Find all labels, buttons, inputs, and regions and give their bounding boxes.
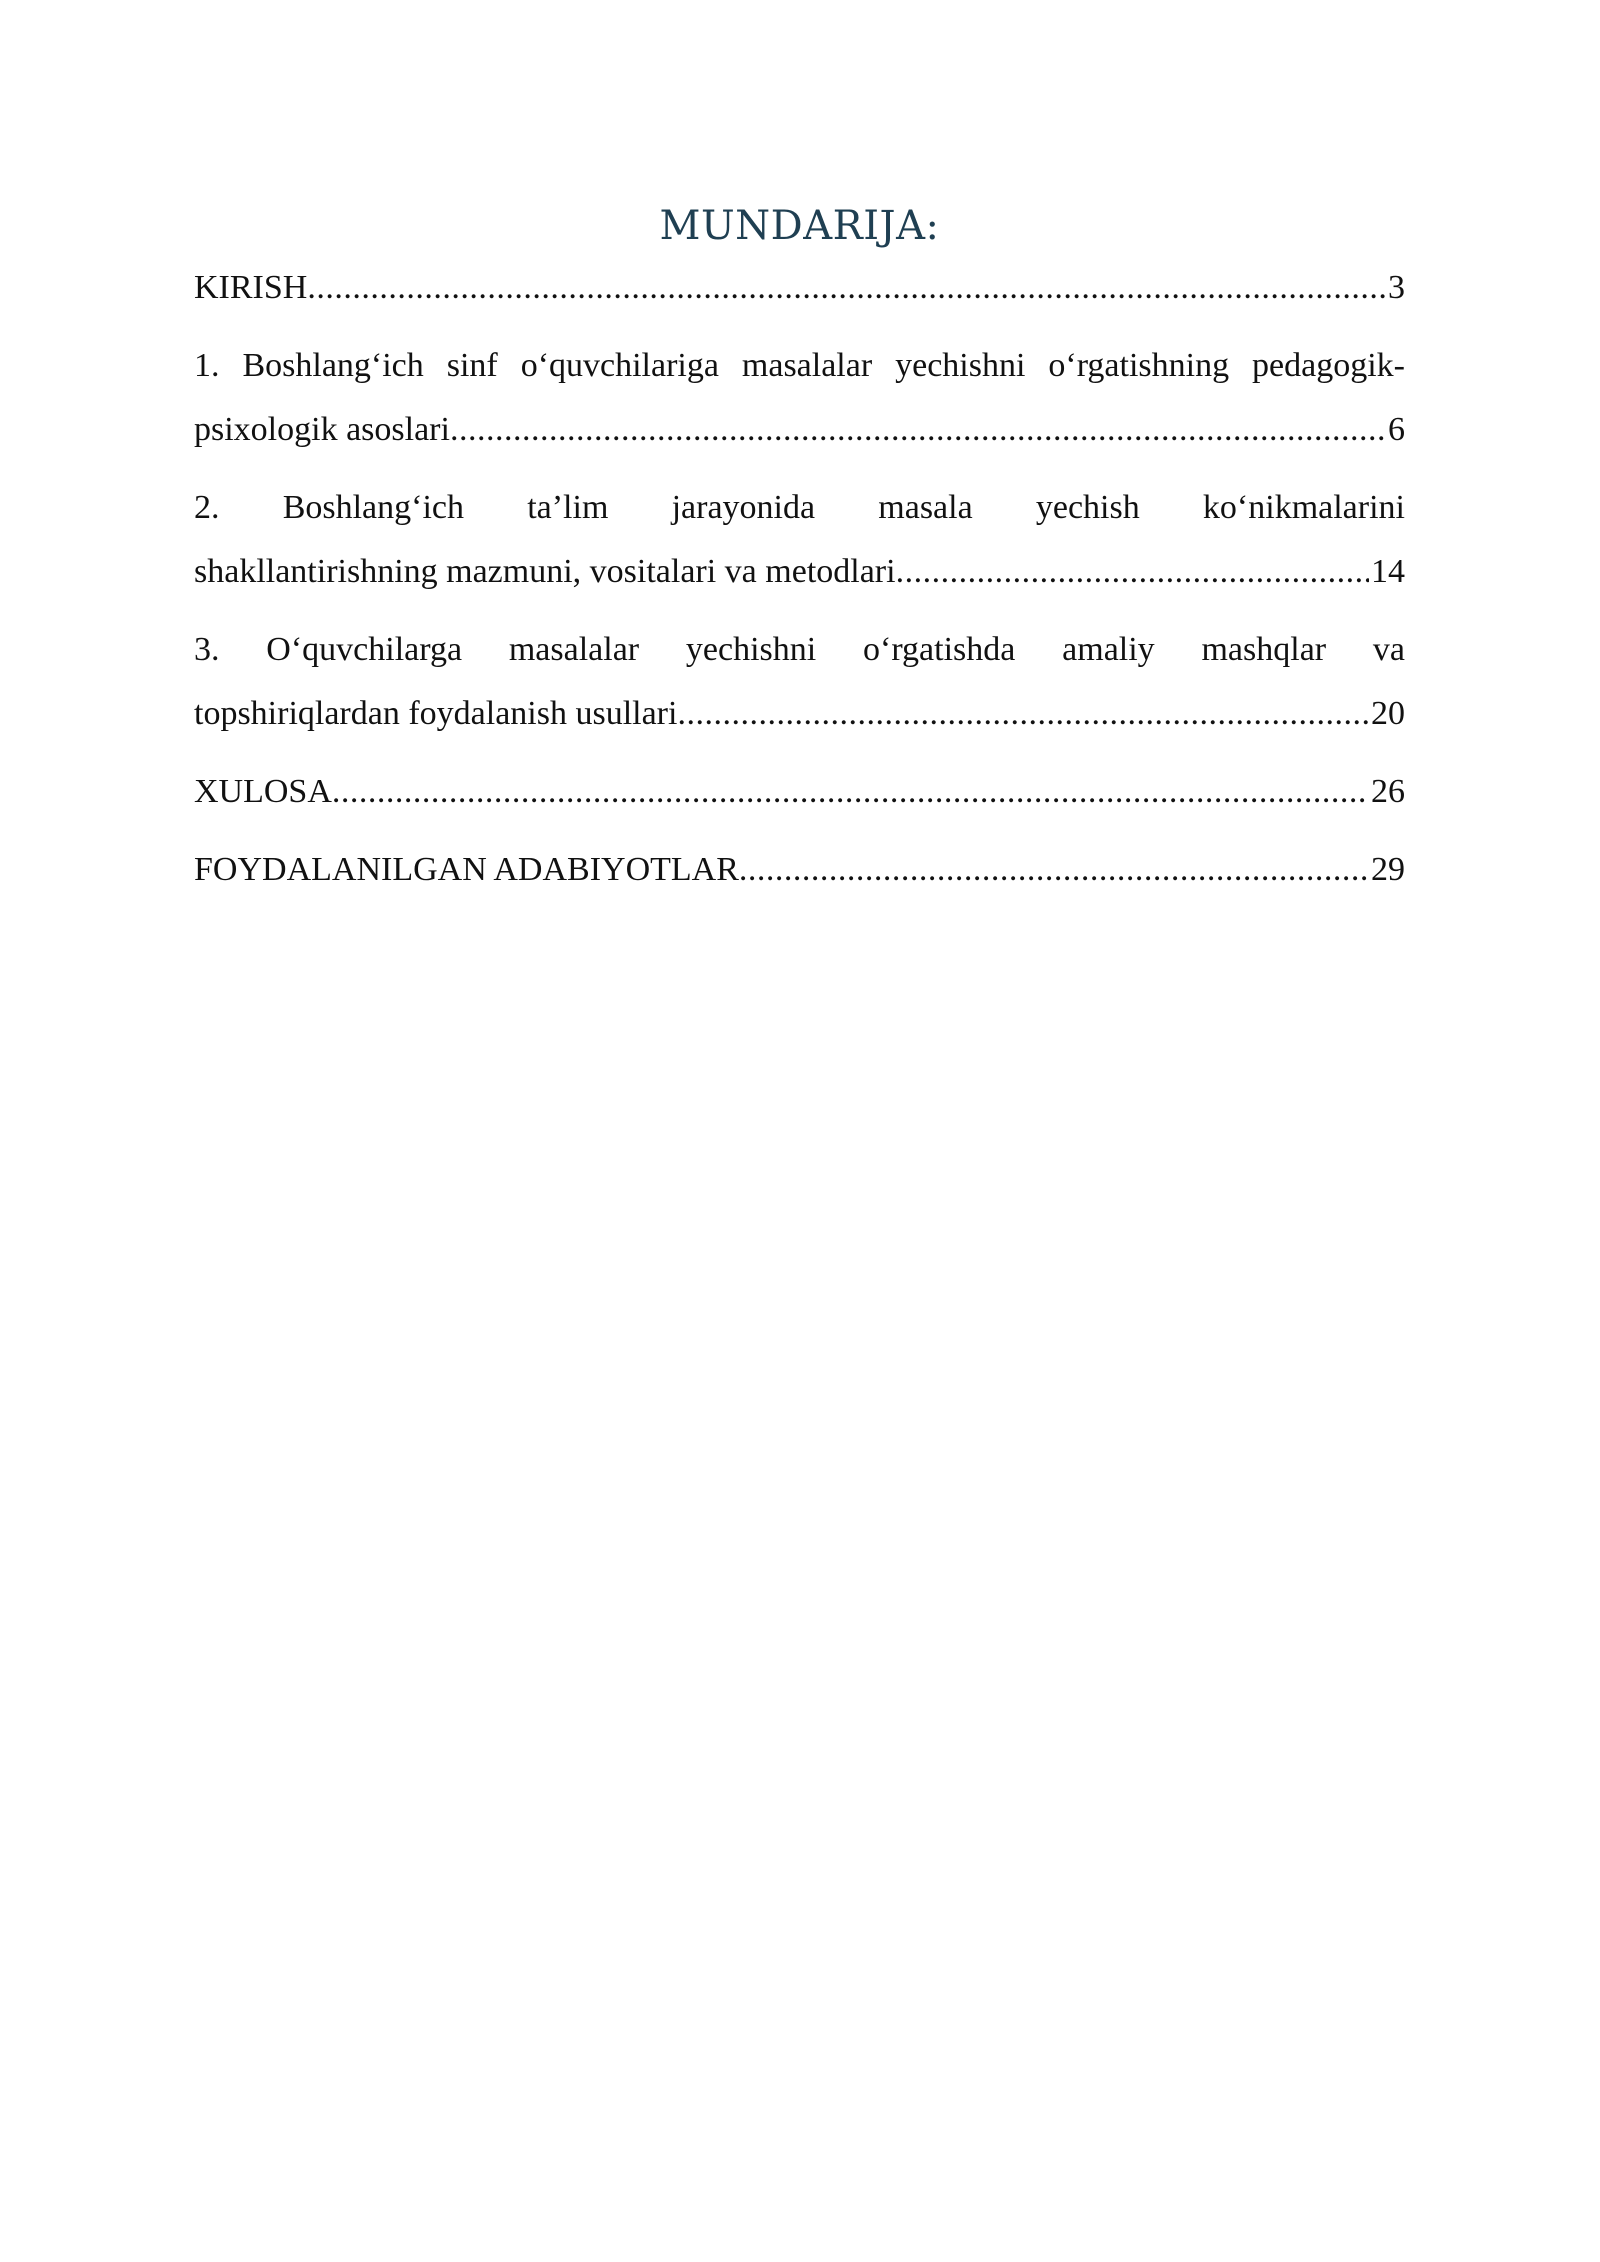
toc-entry-title: KIRISH xyxy=(194,269,308,306)
toc-page-number: 3 xyxy=(1388,269,1405,306)
toc-entry-title-line1: 2. Boshlang‘ich ta’lim jarayonida masala yechish ko‘nikmalarini xyxy=(194,489,1405,526)
dot-leader xyxy=(739,838,1369,902)
toc-entry-title-line1: 3. O‘quvchilarga masalalar yechishni o‘rgatishda amaliy mashqlar va xyxy=(194,631,1405,668)
toc-entry-kirish[interactable] xyxy=(194,256,1405,320)
toc-entry-bibliography[interactable] xyxy=(194,838,1405,902)
toc-entry-title: FOYDALANILGAN ADABIYOTLAR xyxy=(194,851,739,888)
table-of-contents xyxy=(194,196,1405,916)
toc-entry-title-line2: topshiriqlardan foydalanish usullari xyxy=(194,695,678,732)
toc-entry-title-line2: shakllantirishning mazmuni, vositalari va metodlari xyxy=(194,553,896,590)
toc-entry-title-line1: 1. Boshlang‘ich sinf o‘quvchilariga masalalar yechishni o‘rgatishning pedagogik- xyxy=(194,347,1405,384)
toc-entry-chapter-2[interactable] xyxy=(194,476,1405,604)
toc-page-number: 14 xyxy=(1371,553,1405,590)
dot-leader xyxy=(332,760,1369,824)
dot-leader xyxy=(677,682,1369,746)
toc-page-number: 26 xyxy=(1371,773,1405,810)
toc-entry-chapter-3[interactable] xyxy=(194,618,1405,746)
toc-page-number: 6 xyxy=(1388,411,1405,448)
toc-entry-title: XULOSA xyxy=(194,773,332,810)
toc-page-number: 29 xyxy=(1371,851,1405,888)
toc-list xyxy=(194,256,1405,902)
toc-entry-chapter-1[interactable] xyxy=(194,334,1405,462)
toc-entry-xulosa[interactable] xyxy=(194,760,1405,824)
toc-entry-title-line2: psixologik asoslari xyxy=(194,411,450,448)
toc-title: MUNDARIJA: xyxy=(659,203,940,249)
dot-leader xyxy=(307,256,1386,320)
toc-page-number: 20 xyxy=(1371,695,1405,732)
dot-leader xyxy=(896,540,1369,604)
dot-leader xyxy=(450,398,1386,462)
